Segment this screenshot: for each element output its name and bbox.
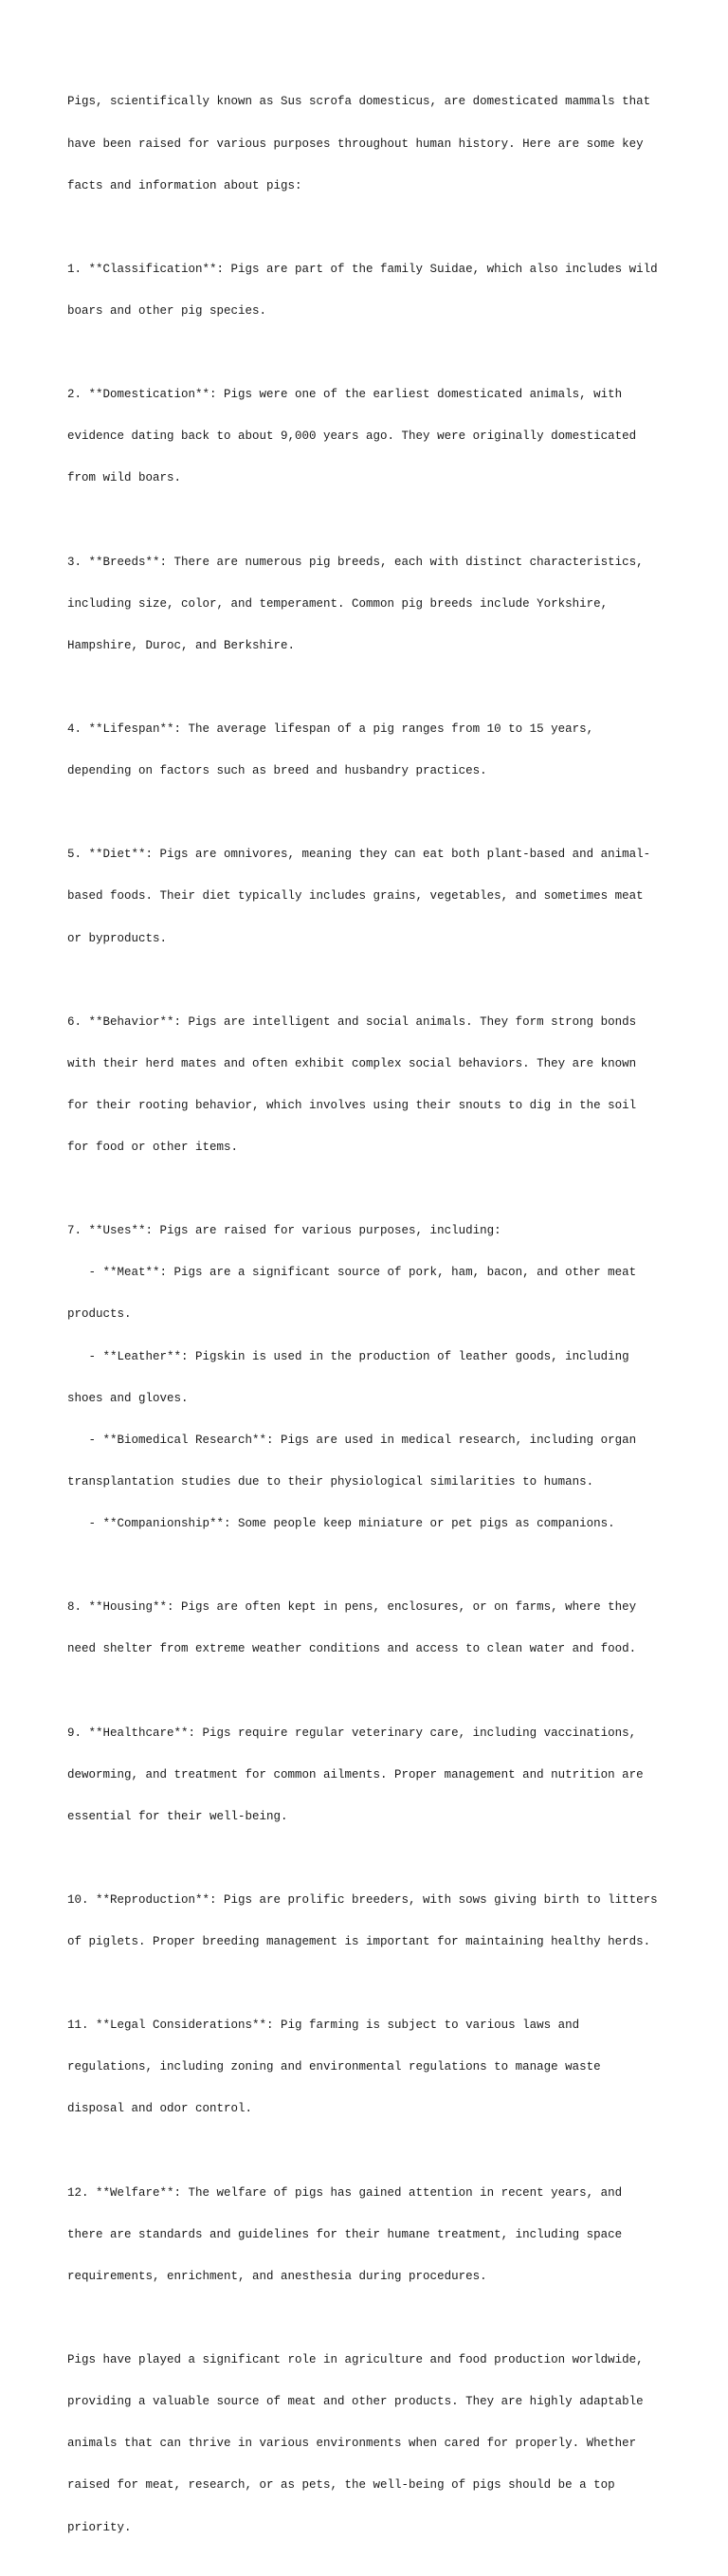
- diet-paragraph: [67, 820, 674, 974]
- text-line: 3. **Breeds**: There are numerous pig breeds, each with distinct characteristics,: [67, 555, 644, 569]
- text-line: 7. **Uses**: Pigs are raised for various purposes, including:: [67, 1224, 501, 1238]
- text-line: 12. **Welfare**: The welfare of pigs has gained attention in recent years, and: [67, 2185, 623, 2200]
- text-line: there are standards and guidelines for their humane treatment, including space: [67, 2227, 623, 2241]
- text-line: based foods. Their diet typically includes grains, vegetables, and sometimes meat: [67, 889, 644, 904]
- text-line: requirements, enrichment, and anesthesia during procedures.: [67, 2269, 487, 2283]
- text-line: Hampshire, Duroc, and Berkshire.: [67, 638, 296, 652]
- text-line: facts and information about pigs:: [67, 178, 302, 192]
- intro-paragraph: [67, 67, 674, 221]
- text-line: boars and other pig species.: [67, 303, 267, 318]
- text-line: - **Leather**: Pigskin is used in the production of leather goods, including: [67, 1349, 629, 1363]
- text-line: shoes and gloves.: [67, 1391, 189, 1405]
- text-line: 9. **Healthcare**: Pigs require regular veterinary care, including vaccinations,: [67, 1726, 637, 1740]
- text-line: including size, color, and temperament. Common pig breeds include Yorkshire,: [67, 596, 609, 611]
- text-line: deworming, and treatment for common ailments. Proper management and nutrition are: [67, 1767, 644, 1781]
- text-line: - **Companionship**: Some people keep miniature or pet pigs as companions.: [67, 1517, 615, 1531]
- text-line: 1. **Classification**: Pigs are part of the family Suidae, which also includes wild: [67, 262, 658, 276]
- text-line: providing a valuable source of meat and other products. They are highly adaptable: [67, 2395, 644, 2409]
- welfare-paragraph: [67, 2158, 674, 2311]
- text-line: Pigs, scientifically known as Sus scrofa domesticus, are domesticated mammals that: [67, 95, 651, 109]
- uses-paragraph: [67, 1197, 674, 1559]
- text-line: of piglets. Proper breeding management is important for maintaining healthy herds.: [67, 1935, 651, 1949]
- text-line: regulations, including zoning and environmental regulations to manage waste: [67, 2060, 601, 2074]
- text-line: 5. **Diet**: Pigs are omnivores, meaning they can eat both plant-based and animal-: [67, 848, 651, 862]
- text-line: 10. **Reproduction**: Pigs are prolific breeders, with sows giving birth to litters: [67, 1892, 658, 1907]
- legal-paragraph: [67, 1991, 674, 2145]
- text-line: 4. **Lifespan**: The average lifespan of a pig ranges from 10 to 15 years,: [67, 722, 594, 736]
- text-line: - **Biomedical Research**: Pigs are used in medical research, including organ: [67, 1433, 637, 1447]
- text-line: essential for their well-being.: [67, 1809, 288, 1823]
- text-line: have been raised for various purposes throughout human history. Here are some key: [67, 137, 644, 151]
- text-line: Pigs have played a significant role in agriculture and food production worldwide,: [67, 2353, 644, 2367]
- document-page: [67, 67, 674, 2576]
- text-line: from wild boars.: [67, 471, 182, 485]
- text-line: transplantation studies due to their physiological similarities to humans.: [67, 1474, 594, 1489]
- text-line: products.: [67, 1307, 132, 1322]
- text-line: need shelter from extreme weather conditions and access to clean water and food.: [67, 1642, 637, 1656]
- text-line: 2. **Domestication**: Pigs were one of the earliest domesticated animals, with: [67, 388, 623, 402]
- text-line: raised for meat, research, or as pets, the well-being of pigs should be a top: [67, 2478, 615, 2493]
- text-line: priority.: [67, 2520, 132, 2534]
- domestication-paragraph: [67, 360, 674, 514]
- text-line: 6. **Behavior**: Pigs are intelligent and social animals. They form strong bonds: [67, 1014, 637, 1029]
- text-line: or byproducts.: [67, 931, 168, 945]
- breeds-paragraph: [67, 527, 674, 681]
- text-line: with their herd mates and often exhibit complex social behaviors. They are known: [67, 1056, 637, 1070]
- text-line: 8. **Housing**: Pigs are often kept in pens, enclosures, or on farms, where they: [67, 1600, 637, 1615]
- text-line: for food or other items.: [67, 1141, 239, 1155]
- text-line: - **Meat**: Pigs are a significant source of pork, ham, bacon, and other meat: [67, 1266, 637, 1280]
- reproduction-paragraph: [67, 1866, 674, 1978]
- text-line: evidence dating back to about 9,000 years ago. They were originally domesticated: [67, 429, 637, 444]
- text-line: depending on factors such as breed and husbandry practices.: [67, 764, 487, 778]
- healthcare-paragraph: [67, 1698, 674, 1852]
- conclusion-paragraph: [67, 2326, 674, 2563]
- text-line: animals that can thrive in various environments when cared for properly. Whether: [67, 2437, 637, 2451]
- lifespan-paragraph: [67, 695, 674, 807]
- text-line: 11. **Legal Considerations**: Pig farming is subject to various laws and: [67, 2019, 580, 2033]
- text-line: for their rooting behavior, which involves using their snouts to dig in the soil: [67, 1098, 637, 1112]
- housing-paragraph: [67, 1573, 674, 1685]
- text-line: disposal and odor control.: [67, 2102, 253, 2116]
- classification-paragraph: [67, 234, 674, 346]
- behavior-paragraph: [67, 987, 674, 1182]
